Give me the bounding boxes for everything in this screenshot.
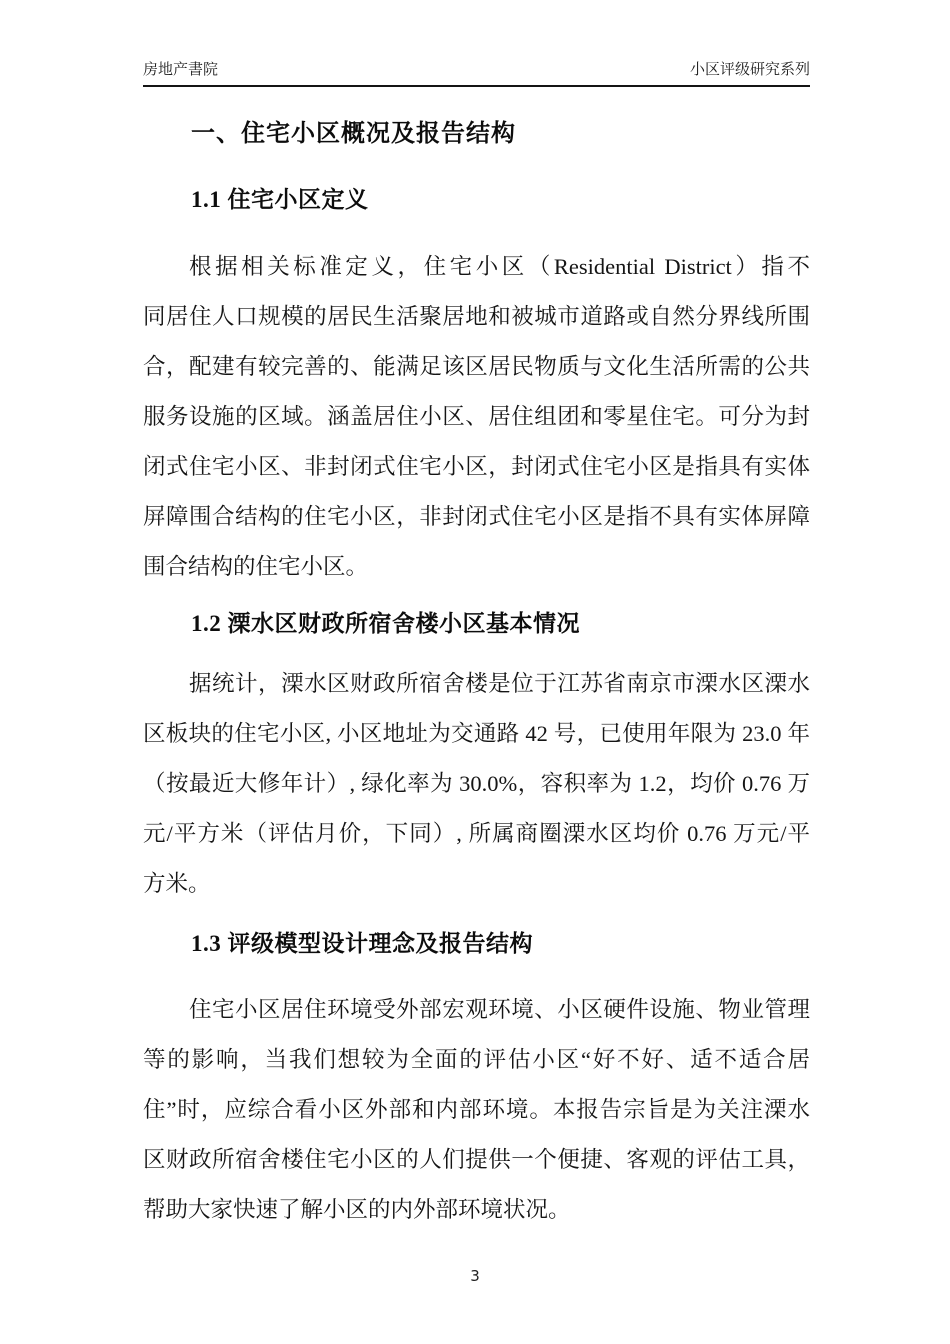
section-heading-1-2: 1.2 溧水区财政所宿舍楼小区基本情况	[191, 611, 580, 636]
page-number: 3	[470, 1267, 480, 1285]
text-line: 方米。	[143, 871, 211, 896]
text-line: 同居住人口规模的居民生活聚居地和被城市道路或自然分界线所围	[143, 304, 810, 329]
text-line: 区财政所宿舍楼住宅小区的人们提供一个便捷、客观的评估工具，	[143, 1147, 810, 1172]
header-series-label: 小区评级研究系列	[689, 61, 810, 78]
section-community-basic-info	[143, 608, 810, 909]
text-line: 屏障围合结构的住宅小区，非封闭式住宅小区是指不具有实体屏障	[143, 504, 810, 529]
text-line: 据统计，溧水区财政所宿舍楼是位于江苏省南京市溧水区溧水	[189, 671, 810, 696]
text-line: 围合结构的住宅小区。	[143, 554, 369, 579]
text-line: 区板块的住宅小区, 小区地址为交通路 42 号，已使用年限为 23.0 年	[143, 721, 810, 746]
text-line: 合，配建有较完善的、能满足该区居民物质与文化生活所需的公共	[143, 354, 810, 379]
text-line: 等的影响，当我们想较为全面的评估小区“好不好、适不适合居	[143, 1047, 810, 1072]
text-line: 服务设施的区域。涵盖居住小区、居住组团和零星住宅。可分为封	[143, 404, 810, 429]
paragraph-basic-info	[143, 659, 810, 909]
header-brand: 房地产書院	[143, 61, 219, 78]
section-heading-1-3: 1.3 评级模型设计理念及报告结构	[191, 931, 533, 956]
section-residential-definition	[143, 184, 810, 592]
section-rating-model	[143, 928, 810, 1235]
text-line: 住宅小区居住环境受外部宏观环境、小区硬件设施、物业管理	[189, 997, 810, 1022]
text-line: 元/平方米（评估月价，下同）, 所属商圈溧水区均价 0.76 万元/平	[143, 821, 810, 846]
page-header	[143, 60, 810, 87]
paragraph-rating-model	[143, 985, 810, 1235]
text-line: 帮助大家快速了解小区的内外部环境状况。	[143, 1197, 571, 1222]
paragraph-definition	[143, 242, 810, 592]
text-line: （按最近大修年计）, 绿化率为 30.0%，容积率为 1.2，均价 0.76 万	[143, 771, 810, 796]
text-line: 根据相关标准定义，住宅小区（Residential District）指不	[189, 254, 810, 279]
section-heading-1-1: 1.1 住宅小区定义	[191, 187, 369, 212]
text-line: 闭式住宅小区、非封闭式住宅小区，封闭式住宅小区是指具有实体	[143, 454, 810, 479]
text-line: 住”时，应综合看小区外部和内部环境。本报告宗旨是为关注溧水	[143, 1097, 810, 1122]
chapter-title: 一、住宅小区概况及报告结构	[191, 121, 516, 147]
